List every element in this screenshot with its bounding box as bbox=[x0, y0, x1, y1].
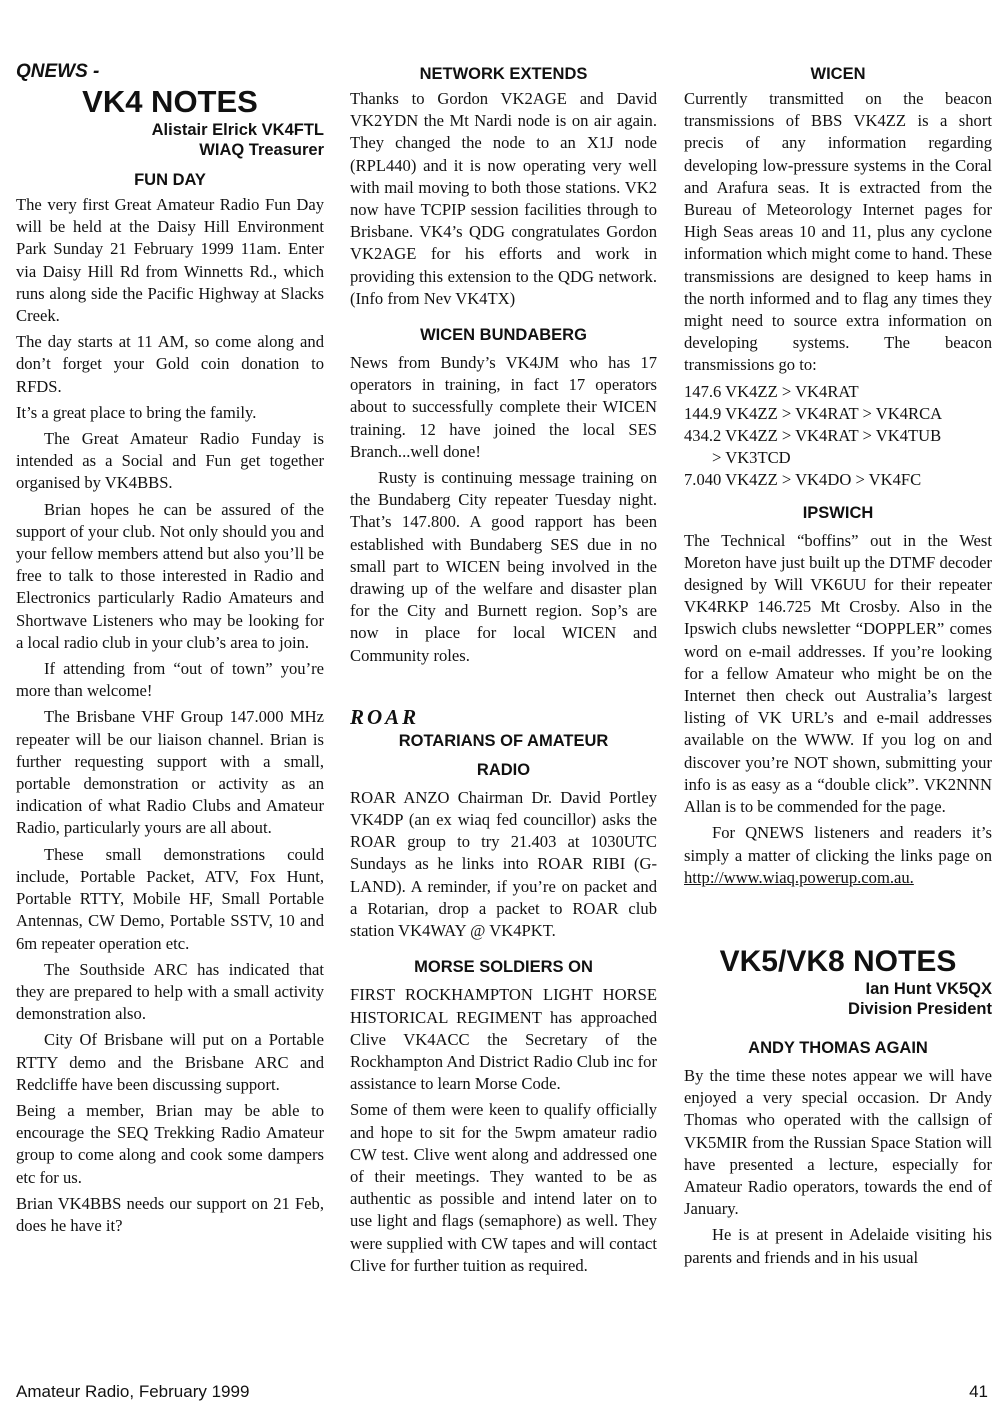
section-heading: MORSE SOLDIERS ON bbox=[414, 958, 593, 977]
paragraph-text: For QNEWS listeners and readers it’s simply a matter of clicking the links page on bbox=[684, 823, 992, 865]
route-item: 434.2 VK4ZZ > VK4RAT > VK4TUB bbox=[684, 426, 942, 446]
paragraph: The Great Amateur Radio Funday is intended as a Social and Fun get together organised by VK4BBS. bbox=[16, 429, 324, 493]
section-kicker: ROAR bbox=[350, 704, 420, 729]
route-item: > VK3TCD bbox=[712, 448, 791, 468]
byline-author: Alistair Elrick VK4FTL bbox=[151, 121, 324, 139]
route-item: 147.6 VK4ZZ > VK4RAT bbox=[684, 381, 859, 401]
section-heading: ROTARIANS OF AMATEUR bbox=[398, 731, 609, 750]
paragraph: It’s a great place to bring the family. bbox=[16, 402, 257, 422]
paragraph: Being a member, Brian may be able to encourage the SEQ Trekking Radio Amateur group to come along and cook some dampers etc for us. bbox=[16, 1100, 324, 1187]
route-list bbox=[684, 381, 992, 492]
page-number: 41 bbox=[969, 1382, 988, 1401]
paragraph: Rusty is continuing message training on the Bundaberg City repeater Tuesday night. That’s 147.800. A good rapport has been established with Bundaberg SES due in no small part to WICEN being involved in the drawing up of the welfare and disaster plan for the City and Burnett region. Sop’s are now in place for local WICEN and Community roles. bbox=[350, 468, 657, 665]
section-heading: RADIO bbox=[476, 760, 531, 779]
paragraph: By the time these notes appear we will have enjoyed a very special occasion. Dr Andy Thomas who operated with the callsign of VK5MIR from the Russian Space Station will have presented a lecture, especially for Amateur Radio operators, towards the end of January. bbox=[684, 1065, 992, 1219]
paragraph: City Of Brisbane will put on a Portable RTTY demo and the Brisbane ARC and Redcliffe have been discussing support. bbox=[16, 1030, 324, 1094]
paragraph: ROAR ANZO Chairman Dr. David Portley VK4DP (an ex wiaq fed councillor) asks the ROAR group to try 21.403 at 1030UTC Sundays as he links into ROAR RIBI (G-LAND). A reminder, if you’re on packet and a Rotarian, drop a packet to ROAR club station VK4WAY @ VK4PKT. bbox=[350, 787, 657, 941]
paragraph: Thanks to Gordon VK2AGE and David VK2YDN the Mt Nardi node is on air again. They changed the node to an X1J node (RPL440) and it is now operating very well with mail moving to both those stations. VK2 now have TCPIP session facilities through to Brisbane. VK4’s QDG congratulates Gordon VK2AGE for his efforts and work in providing this extension to the QDG network. (Info from Nev VK4TX) bbox=[350, 89, 657, 308]
section-heading: WICEN BUNDABERG bbox=[420, 326, 587, 345]
paragraph: Currently transmitted on the beacon transmissions of BBS VK4ZZ is a short precis of any information regarding developing low-pressure systems in the Coral and Arafura seas. It is extracted from the Bureau of Meteorology Internet pages for High Seas areas 10 and 11, plus any cyclone information which might come to hand. These transmissions are designed to keep hams in the north informed and to flag any times they might need to source extra information on developing systems. The beacon transmissions go to: bbox=[684, 89, 992, 375]
paragraph: The Southside ARC has indicated that they are prepared to help with a small activity demonstration also. bbox=[16, 959, 324, 1024]
article-title: VK4 NOTES bbox=[82, 84, 258, 119]
paragraph: The very first Great Amateur Radio Fun Day will be held at the Daisy Hill Environment Park Sunday 21 February 1999 11am. Enter via Daisy Hill Rd from Winnetts Rd., which runs along side the Pacific Highway at Slacks Creek. bbox=[16, 195, 324, 326]
route-item: 144.9 VK4ZZ > VK4RAT > VK4RCA bbox=[684, 403, 943, 423]
website-link[interactable]: http://www.wiaq.powerup.com.au. bbox=[684, 867, 914, 887]
paragraph: FIRST ROCKHAMPTON LIGHT HORSE HISTORICAL REGIMENT has approached Clive VK4ACC the Secretary of the Rockhampton And District Radio Club inc for assistance to learn Morse Code. bbox=[350, 985, 657, 1094]
paragraph: If attending from “out of town” you’re more than welcome! bbox=[16, 659, 324, 701]
section-heading: FUN DAY bbox=[134, 171, 206, 189]
byline-role: Division President bbox=[848, 999, 992, 1018]
paragraph bbox=[684, 822, 992, 889]
section-kicker: QNEWS - bbox=[16, 61, 100, 82]
paragraph: News from Bundy’s VK4JM who has 17 operators in training, in fact 17 operators about to successfully complete their WICEN training. 12 have joined the local SES Branch...well done! bbox=[350, 353, 657, 461]
byline-author: Ian Hunt VK5QX bbox=[865, 979, 992, 998]
section-heading: IPSWICH bbox=[802, 503, 874, 522]
paragraph: The day starts at 11 AM, so come along and don’t forget your Gold coin donation to RFDS. bbox=[16, 332, 324, 396]
paragraph: Some of them were keen to qualify officially and hope to sit for the 5wpm amateur radio CW test. Clive went along and addressed one of their meetings. They wanted to be as authentic as possible and intend later on to use light and flags (semaphore) as well. They were supplied with CW tapes and will contact Clive for further tuition as required. bbox=[350, 1100, 657, 1275]
paragraph: He is at present in Adelaide visiting his parents and friends and in his usual bbox=[684, 1225, 992, 1267]
paragraph: The Technical “boffins” out in the West Moreton have just built up the DTMF decoder designed by Will VK6UU for their repeater VK4RKP 146.725 Mt Crosby. Also in the Ipswich clubs newsletter “DOPPLER” comes word on e-mail addresses. If you’re looking for a fellow Amateur who might be on the Internet then check out Australia’s largest listing of VK URL’s and e-mail addresses available on the WWW. If you log on and discover you’re NOT shown, submitting your info is as easy as a “double click”. VK2NNN Allan is to be commended for the page. bbox=[684, 530, 992, 817]
section-heading: WICEN bbox=[810, 65, 866, 83]
paragraph: These small demonstrations could include, Portable Packet, ATV, Fox Hunt, Portable RTTY, Mobile HF, Small Portable Antennas, CW Demo, Portable SSTV, 10 and 6m repeater operation etc. bbox=[16, 844, 324, 953]
byline-role: WIAQ Treasurer bbox=[199, 141, 324, 159]
route-item: 7.040 VK4ZZ > VK4DO > VK4FC bbox=[684, 470, 922, 490]
spacer bbox=[350, 671, 657, 705]
article-title: VK5/VK8 NOTES bbox=[719, 944, 957, 978]
column-left bbox=[16, 60, 324, 1241]
column-right bbox=[684, 60, 992, 1273]
spacer bbox=[684, 893, 992, 945]
column-middle bbox=[350, 60, 657, 1281]
section-heading: ANDY THOMAS AGAIN bbox=[748, 1038, 928, 1057]
paragraph: The Brisbane VHF Group 147.000 MHz repeater will be our liaison channel. Brian is further requesting support with a small, portable demonstration or activity as an indication of what Radio Clubs and Amateur Radio, particularly yours are all about. bbox=[16, 707, 324, 838]
paragraph: Brian VK4BBS needs our support on 21 Feb, does he have it? bbox=[16, 1193, 324, 1235]
paragraph: Brian hopes he can be assured of the support of your club. Not only should you and your fellow members attend but also you’ll be free to talk to those interested in Radio and Electronics particularly Radio Amateurs and Shortwave Listeners who may be looking for a local radio club in your club’s area to join. bbox=[16, 499, 324, 652]
section-heading: NETWORK EXTENDS bbox=[419, 65, 588, 83]
publication-name: Amateur Radio, February 1999 bbox=[16, 1382, 250, 1401]
